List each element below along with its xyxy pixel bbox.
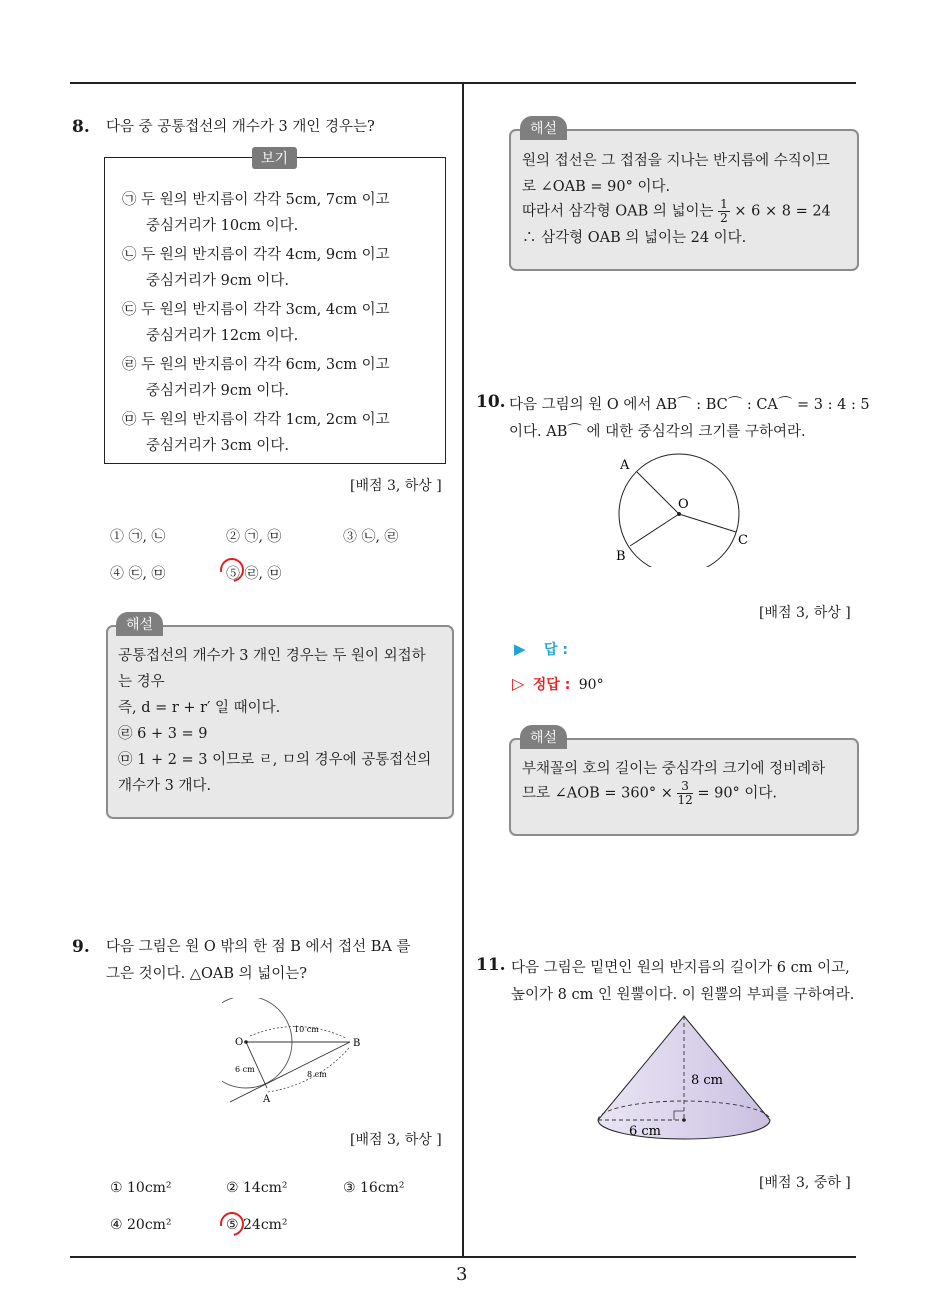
q9-choice-1[interactable]: ① 10cm² <box>110 1180 172 1196</box>
q9-number: 9. <box>72 937 90 957</box>
q11-score: [배점 3, 중하 ] <box>759 1175 851 1191</box>
q9-explain-3-post: × 6 × 8 = 24 <box>734 203 831 220</box>
q8-item-1-l1: ㉠ 두 원의 반지름이 각각 5cm, 7cm 이고 <box>122 192 390 208</box>
q9-choice-4[interactable]: ④ 20cm² <box>110 1217 172 1233</box>
q10-answer-row <box>514 639 568 659</box>
q9-choice-3[interactable]: ③ 16cm² <box>343 1180 405 1196</box>
q8-choice-2[interactable]: ② ㉠, ㉤ <box>226 529 282 545</box>
q8-explain-6: 개수가 3 개다. <box>118 778 212 794</box>
q10-explain-fraction <box>677 780 692 807</box>
q8-item-2-l1: ㉡ 두 원의 반지름이 각각 4cm, 9cm 이고 <box>122 247 390 263</box>
q8-example-label: 보기 <box>252 147 297 169</box>
q8-explain-2: 는 경우 <box>118 674 165 690</box>
q9-question-l2: 그은 것이다. △OAB 의 넓이는? <box>106 966 308 982</box>
triangle-outline-icon: ▷ <box>512 674 525 693</box>
q9-label-ob: 10 cm <box>294 1025 319 1034</box>
q8-explanation-label: 해설 <box>116 612 163 636</box>
q9-choice-5[interactable]: ⑤ 24cm² <box>226 1217 288 1233</box>
q8-choice-3[interactable]: ③ ㉡, ㉣ <box>343 529 399 545</box>
q10-figure <box>610 452 760 567</box>
bottom-rule <box>70 1256 856 1258</box>
q9-figure <box>222 998 372 1108</box>
q8-score: [배점 3, 하상 ] <box>350 478 442 494</box>
q9-label-b: B <box>353 1038 361 1049</box>
q8-choice-1[interactable]: ① ㉠, ㉡ <box>110 529 166 545</box>
q9-frac-den: 2 <box>720 211 728 225</box>
q8-item-4-l1: ㉣ 두 원의 반지름이 각각 6cm, 3cm 이고 <box>122 357 390 373</box>
q11-cone-figure <box>594 1012 774 1148</box>
q10-explain-2 <box>522 780 777 807</box>
q8-number: 8. <box>72 117 90 137</box>
q10-question-l1: 다음 그림의 원 O 에서 AB⌒ : BC⌒ : CA⌒ = 3 : 4 : 5 <box>509 397 870 413</box>
q8-item-2-l2: 중심거리가 9cm 이다. <box>146 273 289 289</box>
q8-question: 다음 중 공통접선의 개수가 3 개인 경우는? <box>106 119 375 135</box>
q9-explain-3 <box>522 198 831 225</box>
q8-explain-1: 공통접선의 개수가 3 개인 경우는 두 원이 외접하 <box>118 648 426 664</box>
q10-score: [배점 3, 하상 ] <box>759 605 851 621</box>
q11-label-radius: 6 cm <box>629 1124 662 1139</box>
q11-number: 11. <box>476 955 506 975</box>
q9-choice-2[interactable]: ② 14cm² <box>226 1180 288 1196</box>
q10-explain-1: 부채꼴의 호의 길이는 중심각의 크기에 정비례하 <box>522 761 826 777</box>
q8-item-3-l1: ㉢ 두 원의 반지름이 각각 3cm, 4cm 이고 <box>122 302 390 318</box>
q9-explain-3-pre: 따라서 삼각형 OAB 의 넓이는 <box>522 203 714 220</box>
q10-explanation-label: 해설 <box>520 725 567 749</box>
q9-explain-fraction <box>718 198 730 225</box>
q10-correct-row <box>512 674 604 694</box>
q8-item-5-l2: 중심거리가 3cm 이다. <box>146 438 289 454</box>
q8-explain-3: 즉, d = r + r′ 일 때이다. <box>118 700 281 716</box>
q8-explain-4: ㉣ 6 + 3 = 9 <box>118 726 208 742</box>
play-arrow-icon: ▶ <box>514 640 526 658</box>
q10-explain-2-post: = 90° 이다. <box>697 785 778 802</box>
q8-explain-5: ㉤ 1 + 2 = 3 이므로 ㄹ, ㅁ의 경우에 공통접선의 <box>118 752 432 768</box>
q8-choice-4[interactable]: ④ ㉢, ㉤ <box>110 566 166 582</box>
q10-label-a: A <box>620 458 630 473</box>
q10-label-b: B <box>616 549 626 564</box>
q9-explain-2: 로 ∠OAB = 90° 이다. <box>522 179 671 195</box>
q11-label-height: 8 cm <box>691 1073 724 1088</box>
q10-correct-value: 90° <box>578 677 604 693</box>
q9-explain-1: 원의 접선은 그 접점을 지나는 반지름에 수직이므 <box>522 153 830 169</box>
q9-frac-num: 1 <box>720 197 728 211</box>
column-divider <box>462 82 464 1257</box>
q11-question-l2: 높이가 8 cm 인 원뿔이다. 이 원뿔의 부피를 구하여라. <box>511 987 855 1003</box>
q9-explanation-label: 해설 <box>520 116 567 140</box>
q9-label-a: A <box>263 1094 271 1105</box>
q8-item-1-l2: 중심거리가 10cm 이다. <box>146 218 299 234</box>
q9-selected-mark-icon <box>215 1207 248 1240</box>
q10-frac-den: 12 <box>677 793 693 807</box>
q10-question-l2: 이다. AB⌒ 에 대한 중심각의 크기를 구하여라. <box>509 424 806 440</box>
q10-frac-num: 3 <box>677 780 692 794</box>
q9-question-l1: 다음 그림은 원 O 밖의 한 점 B 에서 접선 BA 를 <box>106 939 411 955</box>
q9-label-o: O <box>235 1037 244 1048</box>
q10-answer-label: 답 : <box>544 642 568 658</box>
q9-score: [배점 3, 하상 ] <box>350 1132 442 1148</box>
q8-item-4-l2: 중심거리가 9cm 이다. <box>146 383 289 399</box>
page-number: 3 <box>456 1264 468 1285</box>
q10-number: 10. <box>476 392 506 412</box>
q8-item-3-l2: 중심거리가 12cm 이다. <box>146 328 299 344</box>
q9-label-oa: 6 cm <box>235 1065 255 1074</box>
q8-item-5-l1: ㉤ 두 원의 반지름이 각각 1cm, 2cm 이고 <box>122 412 390 428</box>
q8-choice-5[interactable]: ⑤ ㉣, ㉤ <box>226 566 282 582</box>
q10-correct-label: 정답 : <box>532 677 571 693</box>
q10-label-c: C <box>738 533 748 548</box>
q10-label-o: O <box>678 497 689 512</box>
q9-label-ab: 8 cm <box>307 1070 327 1079</box>
q11-question-l1: 다음 그림은 밑면인 원의 반지름의 길이가 6 cm 이고, <box>511 960 850 976</box>
q9-explain-4: ∴ 삼각형 OAB 의 넓이는 24 이다. <box>522 230 747 246</box>
q10-explain-2-pre: 므로 ∠AOB = 360° × <box>522 785 673 802</box>
